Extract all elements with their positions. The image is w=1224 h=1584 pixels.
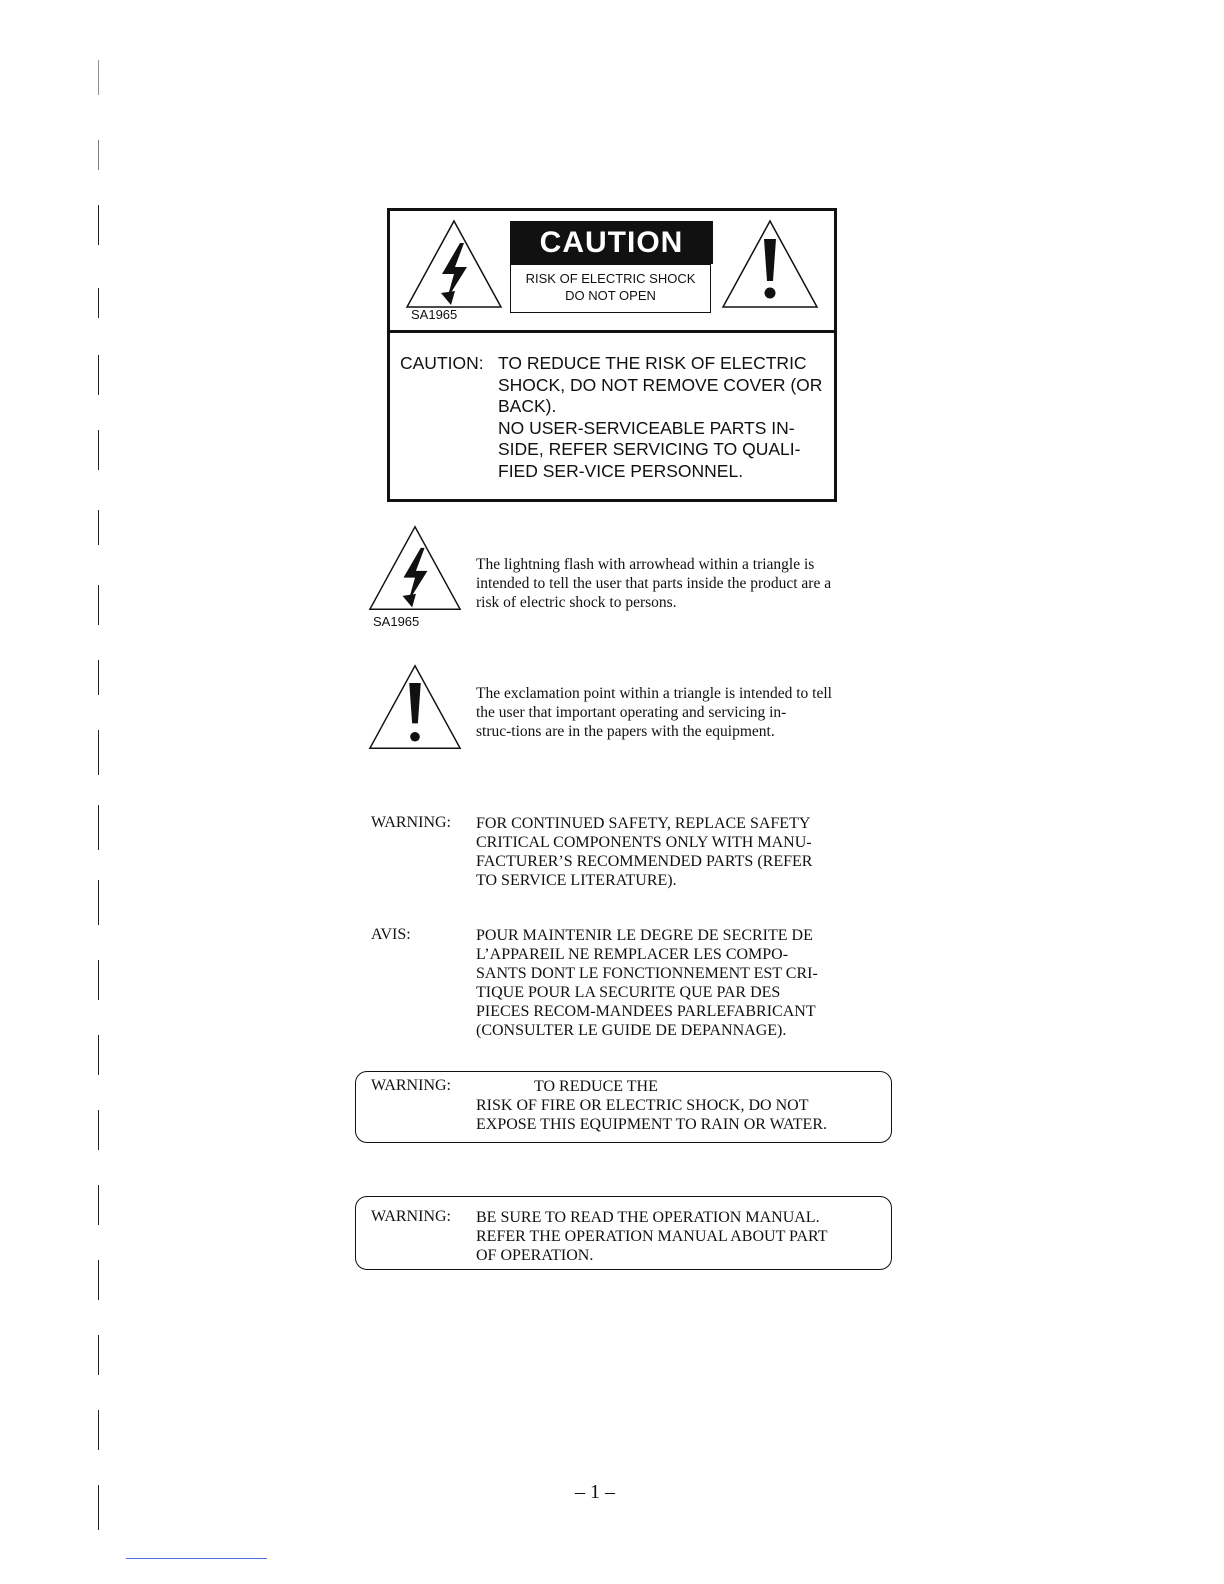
caution-box: [387, 208, 837, 502]
warning-line: FACTURER’S RECOMMENDED PARTS (REFER: [476, 853, 813, 870]
warning-line: EXPOSE THIS EQUIPMENT TO RAIN OR WATER.: [476, 1116, 827, 1133]
page-number: – 1 –: [575, 1481, 615, 1503]
warning-line: TO REDUCE THE: [534, 1078, 658, 1095]
explain-line: intended to tell the user that parts inside the product are a: [476, 575, 832, 592]
explain-line: The exclamation point within a triangle is intended to tell: [476, 685, 832, 702]
warning-line: CRITICAL COMPONENTS ONLY WITH MANU-: [476, 834, 812, 851]
avis-line: SANTS DONT LE FONCTIONNEMENT EST CRI-: [476, 965, 818, 982]
scan-underline: [126, 1558, 267, 1559]
warning-label: WARNING:: [371, 814, 451, 831]
warning-label: WARNING:: [371, 1208, 451, 1225]
caution-line: SHOCK, DO NOT REMOVE COVER (OR: [498, 374, 823, 395]
warning-line: FOR CONTINUED SAFETY, REPLACE SAFETY: [476, 815, 811, 832]
avis-line: L’APPAREIL NE REMPLACER LES COMPO-: [476, 946, 789, 963]
explain-line: risk of electric shock to persons.: [476, 594, 677, 611]
caution-label: CAUTION:: [400, 353, 484, 373]
avis-line: TIQUE POUR LA SECURITE QUE PAR DES: [476, 984, 781, 1001]
lightning-triangle-icon: [404, 219, 504, 309]
warning-line: REFER THE OPERATION MANUAL ABOUT PART: [476, 1228, 828, 1245]
warning-line: BE SURE TO READ THE OPERATION MANUAL.: [476, 1209, 820, 1226]
caution-line: NO USER-SERVICEABLE PARTS IN-: [498, 417, 795, 438]
lightning-explanation: [476, 555, 862, 612]
exclamation-triangle-icon: [367, 662, 463, 752]
caution-line: FIED SER-VICE PERSONNEL.: [498, 460, 744, 481]
caution-line: BACK).: [498, 396, 557, 416]
shock-risk-text: RISK OF ELECTRIC SHOCK: [525, 271, 696, 286]
caution-body: [498, 353, 824, 482]
caution-label-panel: [390, 211, 834, 333]
warning-line: TO SERVICE LITERATURE).: [476, 872, 677, 889]
avis-line: (CONSULTER LE GUIDE DE DEPANNAGE).: [476, 1022, 787, 1039]
explain-line: the user that important operating and servicing in-: [476, 704, 787, 721]
symbol-code: SA1965: [373, 614, 420, 629]
explain-line: struc-tions are in the papers with the equipment.: [476, 723, 775, 740]
avis-line: POUR MAINTENIR LE DEGRE DE SECRITE DE: [476, 927, 813, 944]
warning-line: RISK OF FIRE OR ELECTRIC SHOCK, DO NOT: [476, 1097, 809, 1114]
avis-text: [476, 926, 862, 1040]
exclamation-explanation: [476, 684, 862, 741]
warning-rain-text: [476, 1077, 862, 1134]
do-not-open-text: DO NOT OPEN: [565, 288, 656, 303]
warning-manual-text: [476, 1208, 862, 1265]
caution-subtitle: [510, 264, 711, 313]
warning-line: OF OPERATION.: [476, 1247, 594, 1264]
exclamation-triangle-icon: [720, 219, 820, 309]
warning-label: WARNING:: [371, 1077, 451, 1094]
explain-line: The lightning flash with arrowhead within a triangle is: [476, 556, 815, 573]
caution-banner: CAUTION: [510, 221, 713, 264]
warning-safety-text: [476, 814, 862, 890]
caution-line: TO REDUCE THE RISK OF ELECTRIC: [498, 353, 807, 373]
avis-label: AVIS:: [371, 926, 411, 943]
avis-line: PIECES RECOM-MANDEES PARLEFABRICANT: [476, 1003, 816, 1020]
lightning-triangle-icon: [367, 523, 463, 613]
symbol-code: SA1965: [411, 307, 458, 322]
caution-line: SIDE, REFER SERVICING TO QUALI-: [498, 439, 801, 459]
